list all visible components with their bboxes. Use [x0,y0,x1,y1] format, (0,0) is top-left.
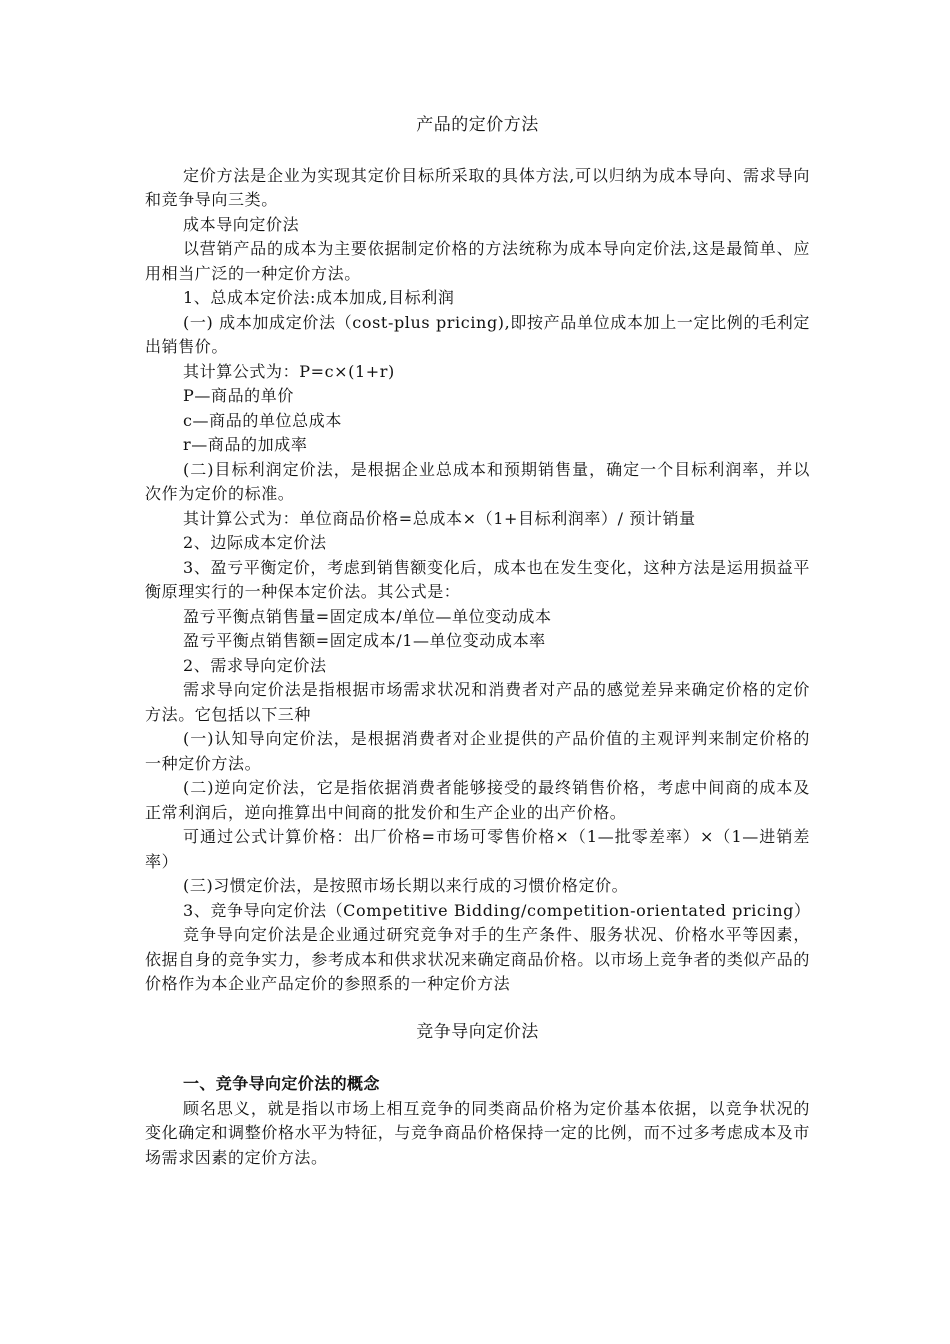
paragraph-cost-plus: (一) 成本加成定价法（cost-plus pricing),即按产品单位成本加上一定比例的毛利定出销售价。 [145,312,810,356]
section2-heading: 一、竞争导向定价法的概念 [183,1074,380,1093]
paragraph-formula-1: 其计算公式为：P=c×(1+r) [183,361,395,381]
paragraph-def-r: r—商品的加成率 [183,435,308,454]
paragraph-breakeven-sales: 盈亏平衡点销售额=固定成本/1—单位变动成本率 [183,631,546,650]
paragraph-cost-oriented-desc: 以营销产品的成本为主要依据制定价格的方法统称为成本导向定价法,这是最简单、应用相当广泛的一种定价方法。 [145,239,810,283]
section2-title: 竞争导向定价法 [416,1021,539,1042]
paragraph-demand-desc: 需求导向定价法是指根据市场需求状况和消费者对产品的感觉差异来确定价格的定价方法。它包括以下三种 [145,680,810,724]
paragraph-marginal-cost: 2、边际成本定价法 [183,533,327,552]
paragraph-target-profit: (二)目标利润定价法，是根据企业总成本和预期销售量，确定一个目标利润率，并以次作为定价的标准。 [145,459,810,503]
paragraph-perceived-value: (一)认知导向定价法，是根据消费者对企业提供的产品价值的主观评判来制定价格的一种定价方法。 [145,729,810,773]
paragraph-intro: 定价方法是企业为实现其定价目标所采取的具体方法,可以归纳为成本导向、需求导向和竞争导向三类。 [145,165,810,209]
paragraph-formula-2: 其计算公式为：单位商品价格=总成本×（1+目标利润率）/ 预计销量 [183,508,696,528]
paragraph-formula-3: 可通过公式计算价格：出厂价格=市场可零售价格×（1—批零差率）×（1—进销差率） [145,827,810,871]
section2-paragraph: 顾名思义，就是指以市场上相互竞争的同类商品价格为定价基本依据，以竞争状况的变化确定和调整价格水平为特征，与竞争商品价格保持一定的比例，而不过多考虑成本及市场需求因素的定价方法。 [145,1098,810,1167]
paragraph-competition-heading: 3、竞争导向定价法（Competitive Bidding/competition-orientated pricing） [183,900,811,920]
paragraph-def-c: c—商品的单位总成本 [183,410,342,430]
paragraph-competition-desc: 竞争导向定价法是企业通过研究竞争对手的生产条件、服务状况、价格水平等因素，依据自身的竞争实力，参考成本和供求状况来确定商品价格。以市场上竞争者的类似产品的价格作为本企业产品定价的参照系的一种定价方法 [145,925,810,993]
paragraph-cost-oriented-heading: 成本导向定价法 [183,214,300,234]
document-title: 产品的定价方法 [416,115,539,135]
paragraph-total-cost: 1、总成本定价法:成本加成,目标利润 [183,288,455,307]
paragraph-demand-heading: 2、需求导向定价法 [183,655,327,675]
paragraph-reverse-pricing: (二)逆向定价法，它是指依据消费者能够接受的最终销售价格，考虑中间商的成本及正常利润后，逆向推算出中间商的批发价和生产企业的出产价格。 [145,778,810,822]
paragraph-breakeven-volume: 盈亏平衡点销售量=固定成本/单位—单位变动成本 [183,606,552,626]
paragraph-def-p: P—商品的单价 [183,386,294,405]
paragraph-customary-pricing: (三)习惯定价法，是按照市场长期以来行成的习惯价格定价。 [183,876,629,895]
document-body [145,113,810,1170]
paragraph-breakeven: 3、盈亏平衡定价，考虑到销售额变化后，成本也在发生变化，这种方法是运用损益平衡原理实行的一种保本定价法。其公式是： [145,557,810,601]
